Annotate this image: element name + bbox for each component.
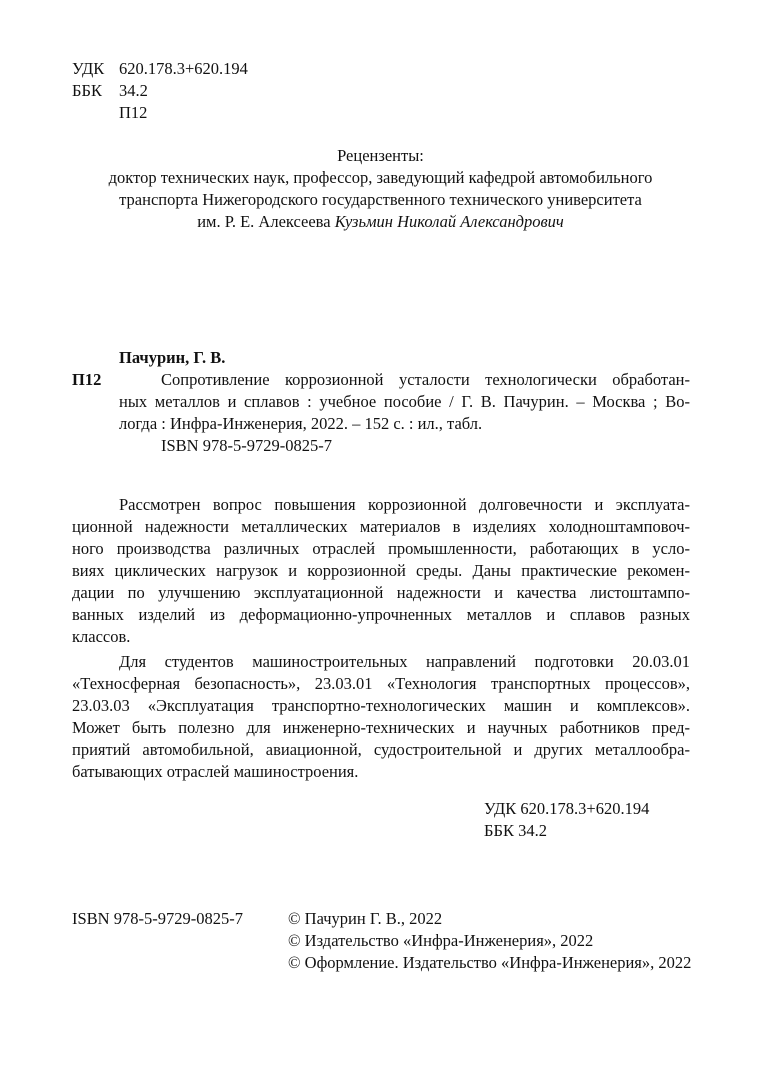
reviewer-affiliation: им. Р. Е. Алексеева	[197, 212, 335, 231]
abstract-p2-line: Может быть полезно для инженерно-технических и научных работников пред-	[72, 718, 690, 737]
bottom-bbk: ББК 34.2	[484, 821, 547, 840]
author-mark: П12	[119, 103, 148, 122]
reviewers-heading: Рецензенты:	[337, 146, 424, 165]
abstract-p1-line: ционной надежности металлических материалов в изделиях холодноштамповоч-	[72, 517, 690, 536]
abstract-p2-line: батывающих отраслей машиностроения.	[72, 762, 359, 781]
bottom-udk: УДК 620.178.3+620.194	[484, 799, 650, 818]
reviewers-line-3	[0, 211, 761, 233]
copyright-line: © Издательство «Инфра-Инженерия», 2022	[288, 931, 594, 950]
abstract-p2-line: приятий автомобильной, авиационной, судостроительной и других металлообра-	[72, 740, 690, 759]
copyright-line: © Оформление. Издательство «Инфра-Инженерия», 2022	[288, 953, 692, 972]
abstract-p2-line: «Техносферная безопасность», 23.03.01 «Технология транспортных процессов»,	[72, 674, 690, 693]
abstract-p1-line: дации по улучшению эксплуатационной надежности и качества листоштампо-	[72, 583, 690, 602]
udk-value: 620.178.3+620.194	[119, 59, 248, 78]
reviewer-name: Кузьмин Николай Александрович	[334, 212, 564, 231]
abstract-p2-line: 23.03.03 «Эксплуатация транспортно-технологических машин и комплексов».	[72, 696, 690, 715]
abstract-p1-line: Рассмотрен вопрос повышения коррозионной долговечности и эксплуата-	[119, 495, 690, 514]
catalog-mark: П12	[72, 370, 102, 389]
reviewers-line-1: доктор технических наук, профессор, заведующий кафедрой автомобильного	[108, 168, 653, 187]
footer-isbn: ISBN 978-5-9729-0825-7	[72, 909, 243, 928]
reviewers-line-2: транспорта Нижегородского государственного технического университета	[119, 190, 642, 209]
udk-label: УДК	[72, 59, 105, 78]
abstract-p2-line: Для студентов машиностроительных направлений подготовки 20.03.01	[119, 652, 690, 671]
catalog-isbn: ISBN 978-5-9729-0825-7	[161, 436, 332, 455]
bbk-value: 34.2	[119, 81, 148, 100]
abstract-p1-line: ванных изделий из деформационно-упрочненных металлов и сплавов разных	[72, 605, 690, 624]
abstract-p1-line: ного производства различных отраслей промышленности, работающих в усло-	[72, 539, 690, 558]
bbk-label: ББК	[72, 81, 102, 100]
abstract-p1-line: виях циклических нагрузок и коррозионной среды. Даны практические рекомен-	[72, 561, 690, 580]
catalog-line-3: логда : Инфра-Инженерия, 2022. – 152 с. : ил., табл.	[119, 414, 483, 433]
copyright-line: © Пачурин Г. В., 2022	[288, 909, 443, 928]
abstract-p1-line: классов.	[72, 627, 131, 646]
catalog-author: Пачурин, Г. В.	[119, 348, 226, 367]
catalog-line-2: ных металлов и сплавов : учебное пособие / Г. В. Пачурин. – Москва ; Во-	[119, 392, 690, 411]
catalog-line-1: Сопротивление коррозионной усталости технологически обработан-	[161, 370, 690, 389]
